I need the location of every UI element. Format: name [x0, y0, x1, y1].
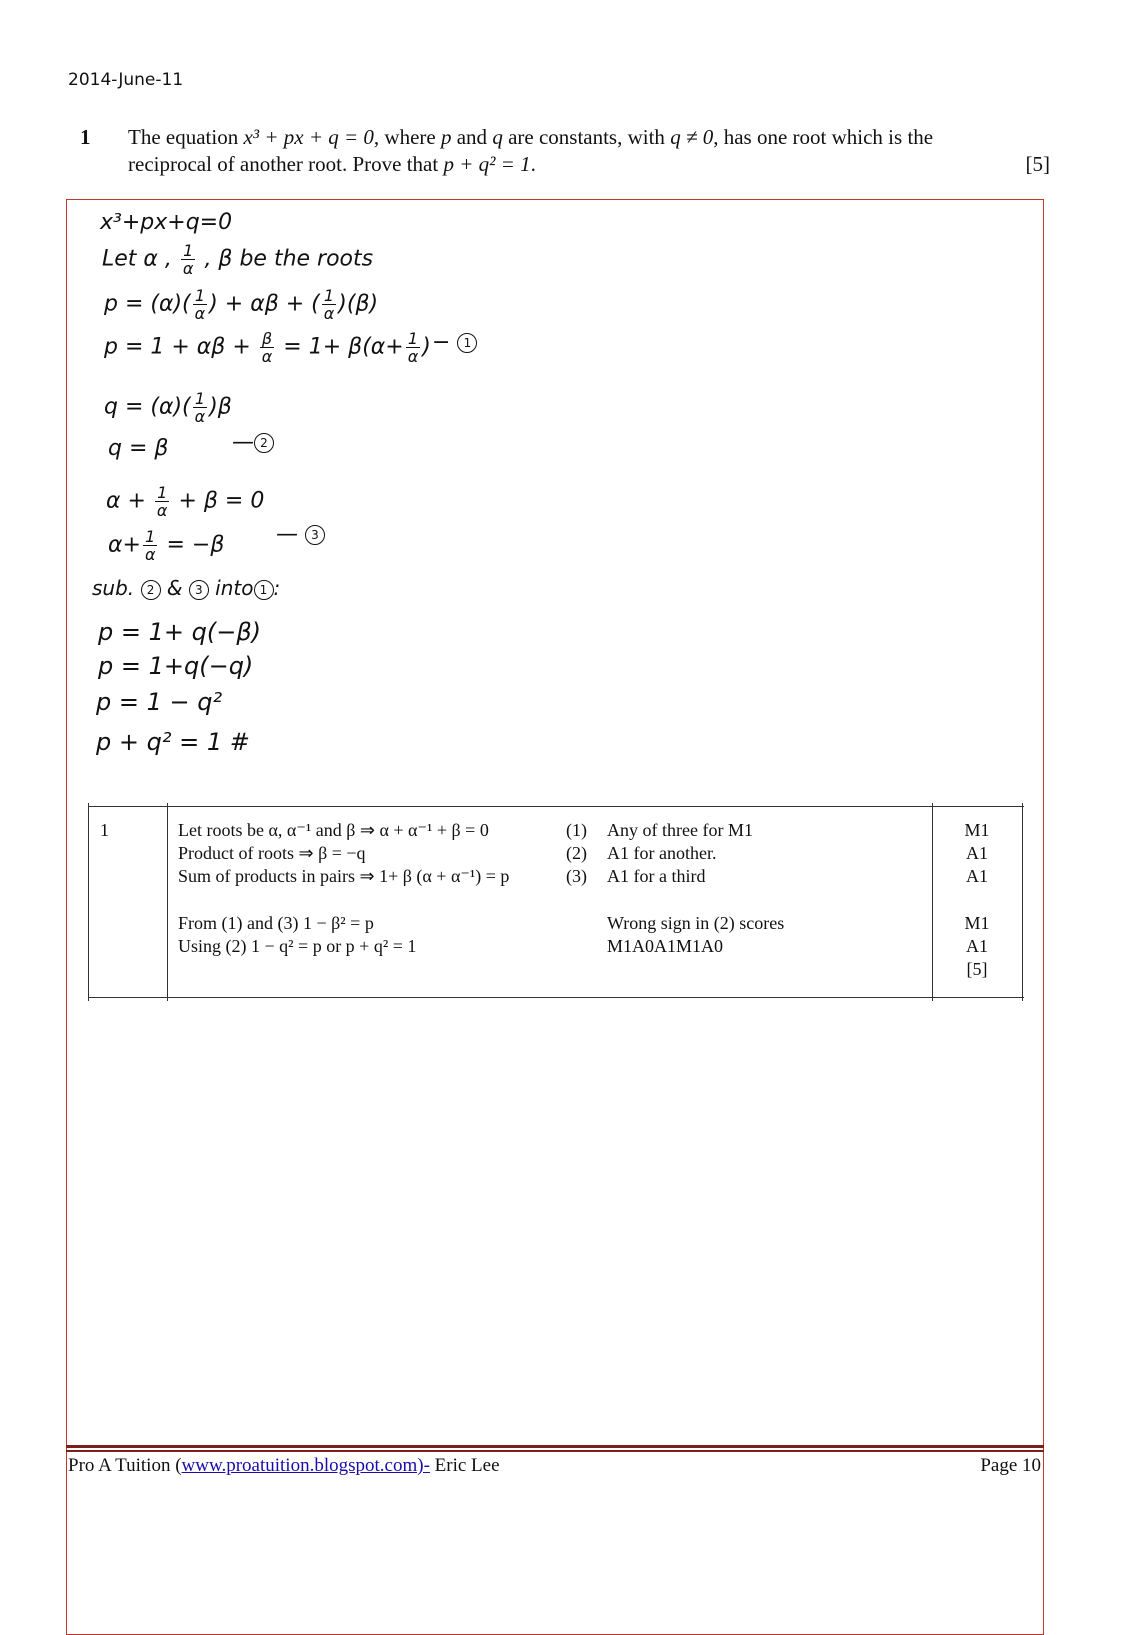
hw-line-let-roots: Let α , $\frac{1}{\alpha}$ , β be the roots — [102, 241, 374, 278]
ms-row-4-working: From (1) and (3) 1 − β² = p — [178, 913, 374, 933]
hw-line-root-sum-rearranged: α+ $\frac{1}{\alpha}$ = −β — [108, 527, 225, 564]
ms-row-1-note: Any of three for M1 — [607, 820, 753, 840]
footer-credit: Pro A Tuition (www.proatuition.blogspot.com)- Eric Lee — [68, 1455, 500, 1476]
ms-row-2-working: Product of roots ⇒ β = −q — [178, 843, 366, 863]
header-date: 2014-June-11 — [68, 70, 184, 90]
ms-row-1-ref: (1) — [566, 820, 587, 840]
hw-line-root-sum: α + $\frac{1}{\alpha}$ + β = 0 — [106, 483, 265, 520]
question-number: 1 — [80, 125, 91, 149]
footer-rule — [66, 1445, 1044, 1448]
table-border-left — [88, 803, 89, 1001]
frac-one-over-alpha: $\frac{1}{\alpha}$ — [182, 241, 194, 278]
ms-total-marks: [5] — [966, 959, 988, 979]
equation: x³ + px + q = 0 — [243, 125, 374, 149]
hw-line-substitute: sub. 2 & 3 into 1 : — [92, 576, 281, 600]
hw-line-p-sum: p = (α)( $\frac{1}{\alpha}$ ) + αβ + ( $\frac{1}{\alpha}$ )(β) — [104, 286, 379, 323]
hw-line-q-equals-beta: q = β — [108, 436, 169, 461]
ms-row-5-mark: A1 — [966, 936, 988, 956]
hw-tag-2: — 2 — [232, 430, 274, 455]
ms-row-2-ref: (2) — [566, 843, 587, 863]
footer-rule — [66, 1450, 1044, 1452]
circled-number-1: 1 — [457, 333, 477, 353]
question-marks: [5] — [1025, 152, 1050, 176]
circled-number-2: 2 — [254, 433, 274, 453]
hw-tag-1: − 1 — [432, 330, 477, 355]
hw-line-p-simplified: p = 1 + αβ + $\frac{\beta}{\alpha}$ = 1+ β(α+ $\frac{1}{\alpha}$ ) — [104, 329, 431, 366]
ms-row-5-working: Using (2) 1 − q² = p or p + q² = 1 — [178, 936, 417, 956]
page-number: Page 10 — [980, 1455, 1041, 1476]
ms-row-4-mark: M1 — [964, 913, 990, 933]
ms-row-3-mark: A1 — [966, 866, 988, 886]
table-border-right — [1022, 803, 1023, 1001]
ms-row-3-working: Sum of products in pairs ⇒ 1+ β (α + α⁻¹) = p — [178, 866, 510, 886]
hw-line-sub-3: p = 1 − q² — [96, 688, 223, 716]
question-text: The equation x³ + px + q = 0, where p and q are constants, with q ≠ 0, has one root which is the reciprocal of another root. Prove that p + q² = 1. — [128, 124, 1050, 178]
ms-row-2-mark: A1 — [966, 843, 988, 863]
table-divider — [167, 803, 168, 1001]
mark-scheme-table — [88, 806, 1024, 998]
footer-blog-link[interactable]: www.proatuition.blogspot.com)- — [181, 1455, 430, 1476]
circled-number-3: 3 — [305, 525, 325, 545]
hw-line-equation: x³+px+q=0 — [100, 210, 233, 235]
ms-row-1-mark: M1 — [964, 820, 990, 840]
ms-row-1-working: Let roots be α, α⁻¹ and β ⇒ α + α⁻¹ + β = 0 — [178, 820, 489, 840]
ms-row-2-note: A1 for another. — [607, 843, 717, 863]
ms-question-number: 1 — [100, 820, 109, 840]
hw-line-q-product: q = (α)( $\frac{1}{\alpha}$ )β — [104, 389, 232, 426]
ms-row-5-note: M1A0A1M1A0 — [607, 936, 724, 956]
question-line2: reciprocal of another root. Prove that p + q² = 1. — [128, 152, 536, 176]
ms-row-3-ref: (3) — [566, 866, 587, 886]
hw-line-result: p + q² = 1 # — [96, 728, 250, 756]
hw-line-sub-2: p = 1+q(−q) — [98, 652, 254, 680]
hw-tag-3: — 3 — [276, 522, 325, 547]
ms-row-4-note: Wrong sign in (2) scores — [607, 913, 785, 933]
ms-row-3-note: A1 for a third — [607, 866, 706, 886]
hw-line-sub-1: p = 1+ q(−β) — [98, 618, 261, 646]
